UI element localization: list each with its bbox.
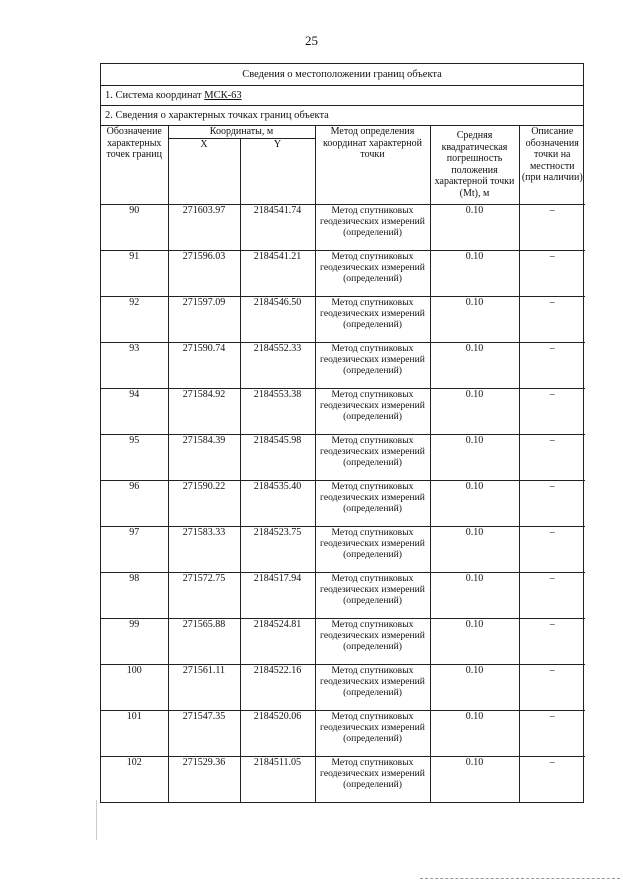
x-coordinate-cell: 271584.92 [168,388,240,434]
x-coordinate-cell: 271565.88 [168,618,240,664]
method-cell: Метод спутниковых геодезических измерений (определений) [315,526,430,572]
method-cell: Метод спутниковых геодезических измерений (определений) [315,618,430,664]
accuracy-cell: 0.10 [430,756,519,802]
point-id-cell: 93 [101,342,168,388]
y-coordinate-cell: 2184546.50 [240,296,315,342]
point-id-cell: 94 [101,388,168,434]
y-coordinate-cell: 2184553.38 [240,388,315,434]
point-id-cell: 101 [101,710,168,756]
header-description: Описание обозначения точки на местности (при наличии) [519,126,585,204]
method-cell: Метод спутниковых геодезических измерений (определений) [315,434,430,480]
accuracy-cell: 0.10 [430,618,519,664]
point-id-cell: 99 [101,618,168,664]
point-id-cell: 102 [101,756,168,802]
accuracy-cell: 0.10 [430,342,519,388]
method-cell: Метод спутниковых геодезических измерений (определений) [315,296,430,342]
description-cell: – [519,756,585,802]
accuracy-cell: 0.10 [430,572,519,618]
accuracy-cell: 0.10 [430,480,519,526]
y-coordinate-cell: 2184523.75 [240,526,315,572]
x-coordinate-cell: 271583.33 [168,526,240,572]
accuracy-cell: 0.10 [430,250,519,296]
description-cell: – [519,204,585,250]
description-cell: – [519,572,585,618]
accuracy-cell: 0.10 [430,388,519,434]
table-row [101,756,585,802]
point-id-cell: 90 [101,204,168,250]
x-coordinate-cell: 271584.39 [168,434,240,480]
accuracy-cell: 0.10 [430,434,519,480]
table-row [101,342,585,388]
description-cell: – [519,250,585,296]
description-cell: – [519,342,585,388]
header-coordinates: Координаты, м [168,126,315,138]
description-cell: – [519,480,585,526]
y-coordinate-cell: 2184522.16 [240,664,315,710]
x-coordinate-cell: 271597.09 [168,296,240,342]
x-coordinate-cell: 271561.11 [168,664,240,710]
coordinate-system-label: 1. Система координат [105,90,205,101]
method-cell: Метод спутниковых геодезических измерений (определений) [315,388,430,434]
description-cell: – [519,664,585,710]
method-cell: Метод спутниковых геодезических измерений (определений) [315,204,430,250]
y-coordinate-cell: 2184541.74 [240,204,315,250]
scan-artifact [96,800,97,840]
section-title: Сведения о местоположении границ объекта [101,64,583,86]
points-table-body [101,204,585,802]
header-accuracy: Средняя квадратическая погрешность положения характерной точки (Mt), м [430,126,519,204]
page-number: 25 [305,33,318,48]
y-coordinate-cell: 2184517.94 [240,572,315,618]
accuracy-cell: 0.10 [430,710,519,756]
x-coordinate-cell: 271547.35 [168,710,240,756]
accuracy-cell: 0.10 [430,526,519,572]
method-cell: Метод спутниковых геодезических измерений (определений) [315,756,430,802]
point-id-cell: 95 [101,434,168,480]
boundary-info-form [100,63,584,803]
table-row [101,710,585,756]
x-coordinate-cell: 271572.75 [168,572,240,618]
point-id-cell: 98 [101,572,168,618]
method-cell: Метод спутниковых геодезических измерений (определений) [315,572,430,618]
description-cell: – [519,618,585,664]
table-row [101,526,585,572]
method-cell: Метод спутниковых геодезических измерений (определений) [315,480,430,526]
method-cell: Метод спутниковых геодезических измерений (определений) [315,664,430,710]
header-y: Y [240,138,315,204]
table-row [101,296,585,342]
y-coordinate-cell: 2184545.98 [240,434,315,480]
accuracy-cell: 0.10 [430,204,519,250]
x-coordinate-cell: 271590.74 [168,342,240,388]
table-row [101,572,585,618]
method-cell: Метод спутниковых геодезических измерений (определений) [315,250,430,296]
method-cell: Метод спутниковых геодезических измерений (определений) [315,342,430,388]
points-section-title: 2. Сведения о характерных точках границ объекта [101,106,583,126]
header-method: Метод определения координат характерной точки [315,126,430,204]
y-coordinate-cell: 2184511.05 [240,756,315,802]
footer-rule [420,878,620,879]
coordinate-system-value: МСК-63 [204,90,242,101]
point-id-cell: 92 [101,296,168,342]
table-row [101,618,585,664]
description-cell: – [519,710,585,756]
method-cell: Метод спутниковых геодезических измерений (определений) [315,710,430,756]
coordinate-system-line [101,86,583,106]
points-table [101,126,585,802]
description-cell: – [519,296,585,342]
y-coordinate-cell: 2184541.21 [240,250,315,296]
point-id-cell: 97 [101,526,168,572]
header-x: X [168,138,240,204]
table-row [101,664,585,710]
x-coordinate-cell: 271603.97 [168,204,240,250]
x-coordinate-cell: 271596.03 [168,250,240,296]
point-id-cell: 91 [101,250,168,296]
table-row [101,480,585,526]
accuracy-cell: 0.10 [430,664,519,710]
accuracy-cell: 0.10 [430,296,519,342]
y-coordinate-cell: 2184552.33 [240,342,315,388]
y-coordinate-cell: 2184524.81 [240,618,315,664]
description-cell: – [519,434,585,480]
point-id-cell: 96 [101,480,168,526]
y-coordinate-cell: 2184520.06 [240,710,315,756]
header-point: Обозначение характерных точек границ [101,126,168,204]
y-coordinate-cell: 2184535.40 [240,480,315,526]
description-cell: – [519,388,585,434]
table-row [101,250,585,296]
x-coordinate-cell: 271529.36 [168,756,240,802]
description-cell: – [519,526,585,572]
x-coordinate-cell: 271590.22 [168,480,240,526]
table-row [101,434,585,480]
point-id-cell: 100 [101,664,168,710]
table-row [101,204,585,250]
table-row [101,388,585,434]
